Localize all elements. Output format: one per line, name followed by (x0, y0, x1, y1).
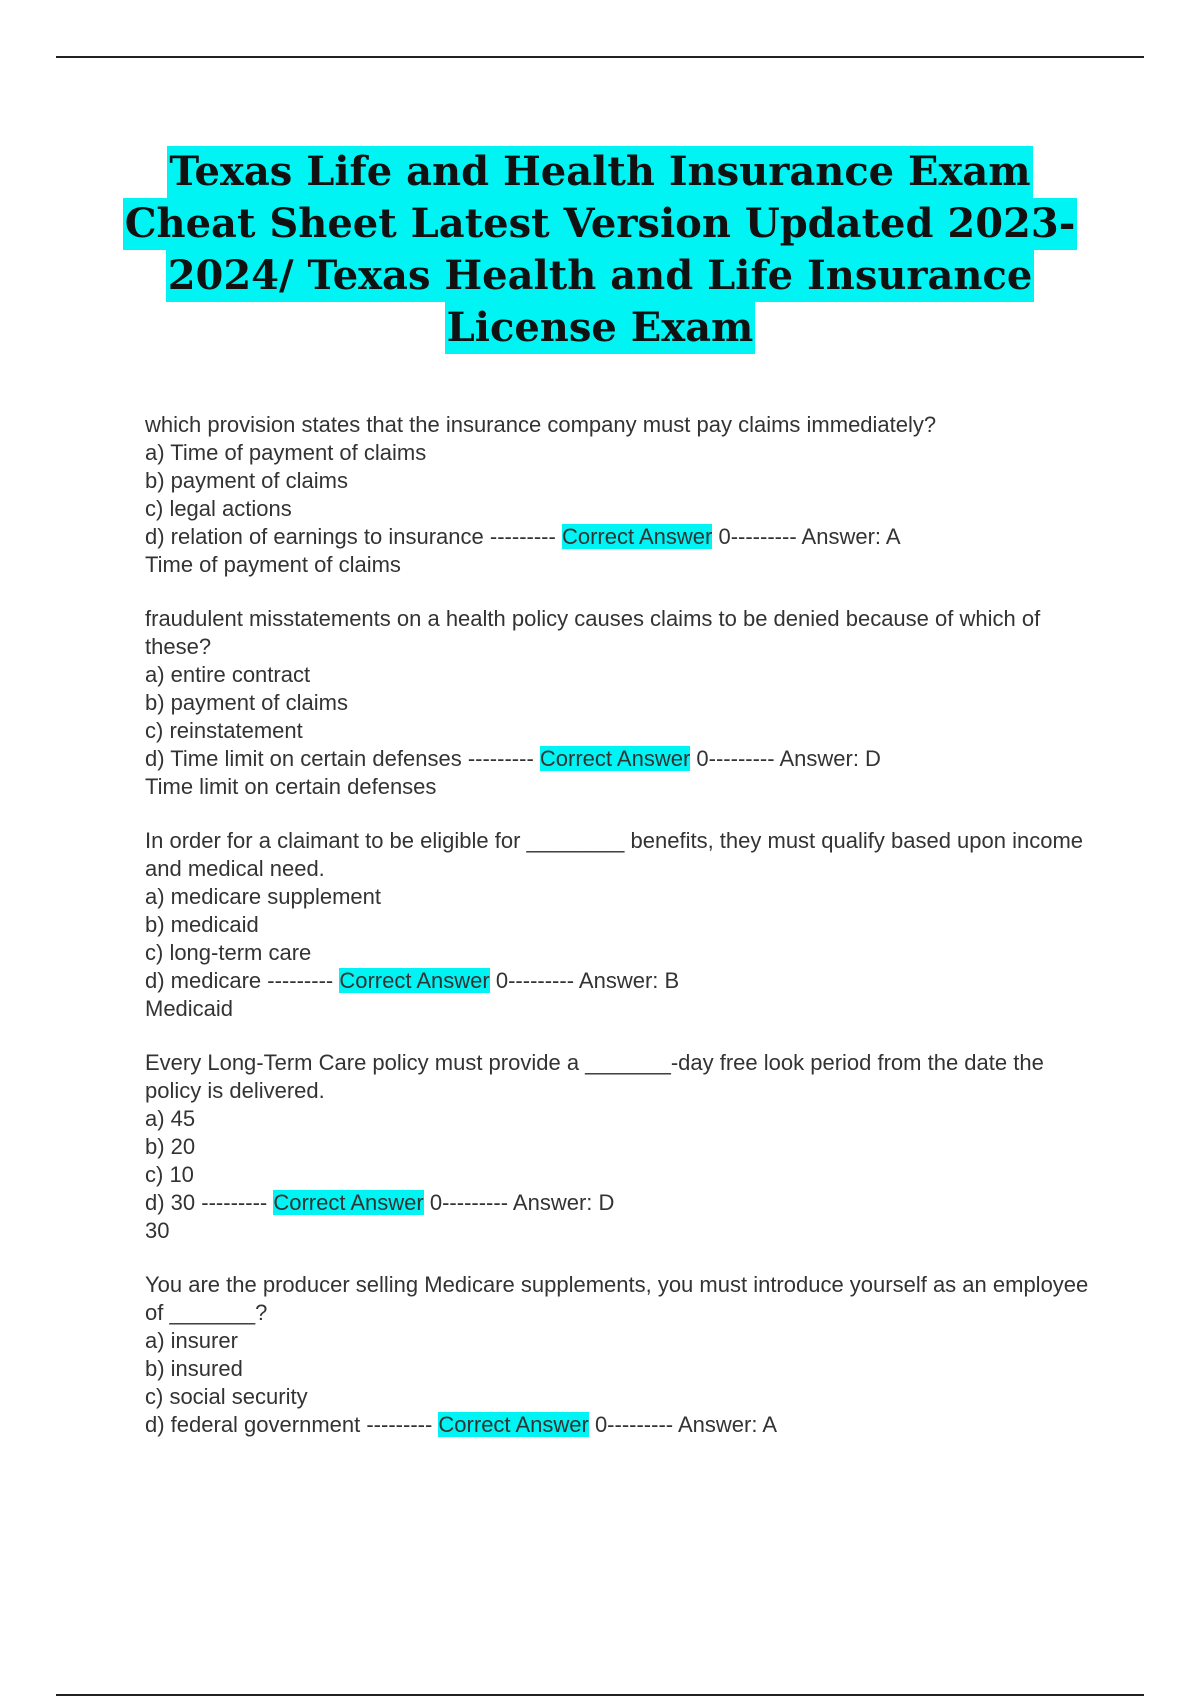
option: d) Time limit on certain defenses (145, 746, 462, 771)
answer-line (145, 1411, 1105, 1439)
correct-answer-highlight: Correct Answer (273, 1190, 424, 1215)
question-block (145, 411, 1105, 579)
answer-text: Time of payment of claims (145, 552, 401, 577)
answer-line (145, 967, 1105, 995)
option: d) relation of earnings to insurance (145, 524, 484, 549)
answer-key: 0--------- Answer: A (594, 1412, 778, 1437)
top-rule (56, 56, 1144, 58)
option: b) insured (145, 1356, 243, 1381)
document-title (100, 146, 1100, 354)
option: a) insurer (145, 1328, 238, 1353)
option: a) medicare supplement (145, 884, 382, 909)
separator: --------- (267, 968, 334, 993)
option: b) 20 (145, 1134, 196, 1159)
correct-answer-highlight: Correct Answer (539, 746, 691, 771)
option: c) long-term care (145, 940, 312, 965)
option: d) 30 (145, 1190, 196, 1215)
question-text: Every Long-Term Care policy must provide a _______-day free look period from the date the policy is delivered. (145, 1050, 1044, 1103)
answer-line (145, 1189, 1105, 1217)
question-block (145, 1049, 1105, 1245)
question-text: In order for a claimant to be eligible for ________ benefits, they must qualify based upon income and medical need. (145, 828, 1084, 881)
option: c) social security (145, 1384, 308, 1409)
option: d) medicare (145, 968, 262, 993)
title-line: License Exam (445, 302, 756, 354)
title-line: 2024/ Texas Health and Life Insurance (166, 250, 1035, 302)
question-block (145, 827, 1105, 1023)
question-text: You are the producer selling Medicare supplements, you must introduce yourself as an employee of _______? (145, 1272, 1089, 1325)
answer-text: Medicaid (145, 996, 234, 1021)
question-text: fraudulent misstatements on a health policy causes claims to be denied because of which of these? (145, 606, 1041, 659)
answer-line (145, 745, 1105, 773)
option: d) federal government (145, 1412, 361, 1437)
answer-key: 0--------- Answer: D (429, 1190, 615, 1215)
option: b) payment of claims (145, 690, 348, 715)
title-line: Texas Life and Health Insurance Exam (167, 146, 1032, 198)
option: c) 10 (145, 1162, 194, 1187)
option: b) medicaid (145, 912, 259, 937)
separator: --------- (201, 1190, 268, 1215)
separator: --------- (366, 1412, 433, 1437)
answer-text: 30 (145, 1218, 170, 1243)
correct-answer-highlight: Correct Answer (561, 524, 713, 549)
separator: --------- (489, 524, 556, 549)
answer-key: 0--------- Answer: A (718, 524, 901, 549)
answer-text: Time limit on certain defenses (145, 774, 437, 799)
correct-answer-highlight: Correct Answer (339, 968, 490, 993)
option: c) legal actions (145, 496, 292, 521)
option: a) 45 (145, 1106, 196, 1131)
answer-line (145, 523, 1105, 551)
option: a) entire contract (145, 662, 311, 687)
correct-answer-highlight: Correct Answer (438, 1412, 589, 1437)
question-text: which provision states that the insurance company must pay claims immediately? (145, 412, 937, 437)
bottom-rule (56, 1694, 1144, 1696)
question-list (145, 411, 1105, 1465)
answer-key: 0--------- Answer: B (495, 968, 680, 993)
option: a) Time of payment of claims (145, 440, 427, 465)
answer-key: 0--------- Answer: D (696, 746, 881, 771)
separator: --------- (467, 746, 534, 771)
option: b) payment of claims (145, 468, 348, 493)
question-block (145, 605, 1105, 801)
option: c) reinstatement (145, 718, 303, 743)
question-block (145, 1271, 1105, 1439)
title-line: Cheat Sheet Latest Version Updated 2023- (123, 198, 1078, 250)
